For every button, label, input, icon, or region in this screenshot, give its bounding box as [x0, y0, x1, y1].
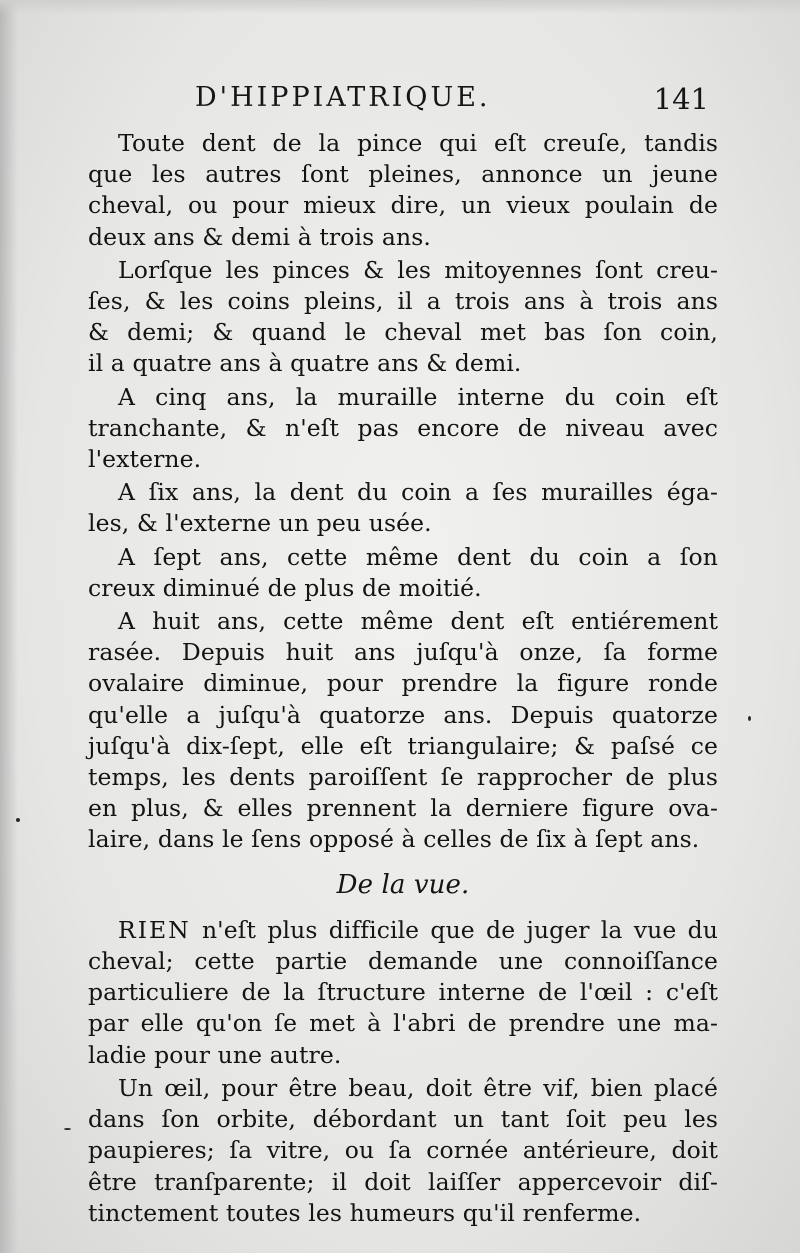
text-line: laire, dans le ſens opposé à celles de ſix à ſept ans. — [88, 825, 700, 854]
text-line: que les autres ſont pleines, annonce un jeune — [88, 160, 718, 189]
section-title: De la vue. — [336, 869, 470, 900]
text-line: tinctement toutes les humeurs qu'il renferme. — [88, 1198, 642, 1227]
paragraph — [88, 542, 718, 604]
text-line: ovalaire diminue, pour prendre la figure ronde — [88, 669, 718, 698]
text-line: ſes, & les coins pleins, il a trois ans à trois ans — [88, 287, 718, 316]
text-line: cheval; cette partie demande une connoiſſance — [88, 947, 718, 976]
paragraph — [88, 1073, 718, 1229]
page-header — [195, 82, 715, 122]
text-line: creux diminué de plus de moitié. — [88, 573, 482, 602]
paragraph — [88, 255, 718, 380]
text-line: A huit ans, cette même dent eſt entiérement — [118, 607, 718, 636]
paragraph — [88, 477, 718, 539]
page-top-shadow — [0, 0, 800, 14]
text-line: A cinq ans, la muraille interne du coin eſt — [118, 382, 718, 411]
text-line: tranchante, & n'eſt pas encore de niveau avec — [88, 413, 718, 442]
text-line: deux ans & demi à trois ans. — [88, 222, 431, 251]
body-text — [88, 128, 718, 1231]
text-line: en plus, & elles prennent la derniere figure ova- — [88, 794, 718, 823]
page-number: 141 — [653, 82, 709, 116]
text-line-rest: n'eſt plus difficile que de juger la vue du — [190, 915, 718, 944]
lead-word: RIEN — [118, 915, 191, 944]
text-line: particuliere de la ſtructure interne de l'œil : c'eſt — [88, 978, 718, 1007]
text-line: l'externe. — [88, 445, 202, 474]
text-line: il a quatre ans à quatre ans & demi. — [88, 349, 522, 378]
text-line: rasée. Depuis huit ans juſqu'à onze, ſa forme — [88, 638, 718, 667]
text-line — [88, 915, 718, 946]
ink-speck — [748, 716, 751, 721]
text-line: & demi; & quand le cheval met bas ſon coin, — [88, 318, 718, 347]
text-line: Lorſque les pinces & les mitoyennes ſont creu- — [118, 255, 718, 284]
ink-speck — [16, 818, 20, 822]
text-line: A ſept ans, cette même dent du coin a ſon — [118, 542, 718, 571]
page-edge-shadow — [0, 0, 18, 1253]
paragraph — [88, 128, 718, 253]
text-line: être tranſparente; il doit laiſſer appercevoir diſ- — [88, 1167, 718, 1196]
text-line: cheval, ou pour mieux dire, un vieux poulain de — [88, 191, 718, 220]
text-line: juſqu'à dix-ſept, elle eſt triangulaire; & paſsé ce — [88, 731, 718, 760]
text-line: Toute dent de la pince qui eſt creuſe, tandis — [118, 129, 718, 157]
paragraph — [88, 915, 718, 1071]
text-line: les, & l'externe un peu usée. — [88, 509, 432, 538]
text-line: A ſix ans, la dent du coin a ſes murailles éga- — [118, 478, 718, 507]
paragraph — [88, 606, 718, 856]
text-line: temps, les dents paroiſſent ſe rapprocher de plus — [88, 763, 718, 792]
text-line: Un œil, pour être beau, doit être vif, bien placé — [118, 1073, 718, 1102]
paragraph — [88, 382, 718, 476]
text-line: par elle qu'on ſe met à l'abri de prendre une ma- — [88, 1009, 718, 1038]
text-line: qu'elle a juſqu'à quatorze ans. Depuis quatorze — [88, 700, 718, 729]
ink-speck — [64, 1128, 71, 1130]
text-line: paupieres; ſa vitre, ou ſa cornée antérieure, doit — [88, 1136, 718, 1165]
running-title: D'HIPPIATRIQUE. — [195, 82, 491, 113]
text-line: dans ſon orbite, débordant un tant ſoit peu les — [88, 1105, 718, 1134]
text-line: ladie pour une autre. — [88, 1040, 342, 1069]
